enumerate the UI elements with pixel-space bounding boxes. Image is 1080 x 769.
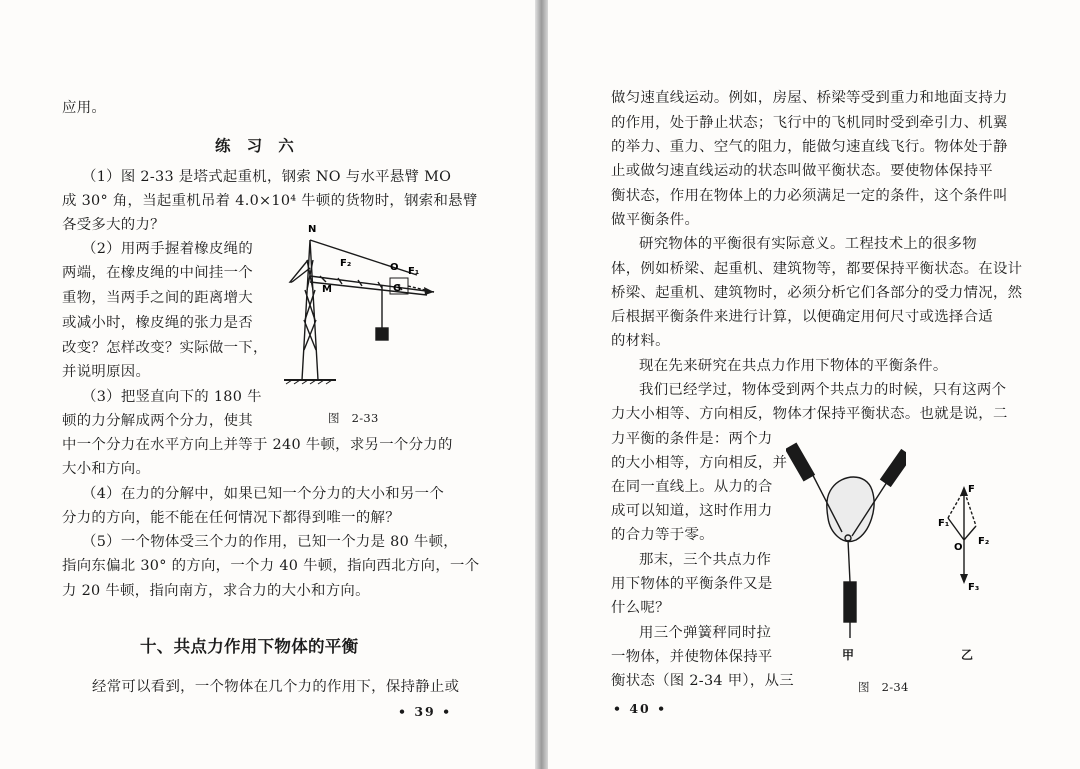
text-line: 用三个弹簧秤同时拉 bbox=[639, 625, 772, 641]
text-line: （5）一个物体受三个力的作用，已知一个力是 80 牛顿， bbox=[82, 534, 459, 550]
text-line: 成可以知道，这时作用力 bbox=[611, 503, 773, 519]
text-line: 做平衡条件。 bbox=[611, 212, 700, 228]
page-number: • 40 • bbox=[613, 701, 668, 716]
text-line: （4）在力的分解中，如果已知一个分力的大小和另一个 bbox=[82, 486, 445, 502]
text-line: 在同一直线上。从力的合 bbox=[611, 479, 773, 495]
text-line: 桥梁、起重机、建筑物时，必须分析它们各部分的受力情况，然 bbox=[611, 285, 1023, 301]
label-M: M bbox=[322, 284, 332, 295]
label-F2: F₂ bbox=[340, 258, 352, 269]
text-line: 用下物体的平衡条件又是 bbox=[611, 576, 773, 592]
text-line: 的作用，处于静止状态；飞行中的飞机同时受到牵引力、机翼 bbox=[611, 115, 1008, 131]
text-line: 改变？怎样改变？实际做一下， bbox=[62, 340, 268, 356]
text-line: 成 30° 角，当起重机吊着 4.0×10⁴ 牛顿的货物时，钢索和悬臂 bbox=[62, 193, 478, 209]
label-N: N bbox=[308, 224, 317, 235]
label-G: G bbox=[393, 283, 402, 294]
label-F1: F₁ bbox=[408, 266, 420, 277]
label-O: O bbox=[390, 262, 399, 273]
text-line: 研究物体的平衡很有实际意义。工程技术上的很多物 bbox=[639, 236, 977, 252]
text-line: 后根据平衡条件来进行计算，以便确定用何尺寸或选择合适 bbox=[611, 309, 993, 325]
text-line: 大小和方向。 bbox=[62, 461, 151, 477]
text-line: （2）用两手握着橡皮绳的 bbox=[82, 241, 254, 257]
section-title: 十、共点力作用下物体的平衡 bbox=[140, 637, 359, 656]
text-line: 经常可以看到，一个物体在几个力的作用下，保持静止或 bbox=[92, 679, 460, 695]
text-line: 分力的方向，能不能在任何情况下都得到唯一的解？ bbox=[62, 510, 400, 526]
label-F: F bbox=[968, 484, 975, 495]
text-line: 力平衡的条件是：两个力 bbox=[611, 431, 773, 447]
label-F3: F₃ bbox=[968, 582, 980, 593]
text-line: （3）把竖直向下的 180 牛 bbox=[82, 389, 262, 405]
spring-scale-figure bbox=[786, 432, 906, 652]
label-O: O bbox=[954, 542, 963, 553]
page-number: • 39 • bbox=[398, 704, 453, 719]
text-line: 止或做匀速直线运动的状态叫做平衡状态。要使物体保持平 bbox=[611, 163, 993, 179]
text-line: 力 20 牛顿，指向南方，求合力的大小和方向。 bbox=[62, 583, 370, 599]
text-line: 顿的力分解成两个分力，使其 bbox=[62, 413, 253, 429]
text-line: 的举力、重力、空气的阻力，能做匀速直线飞行。物体处于静 bbox=[611, 139, 1008, 155]
exercise-heading: 练 习 六 bbox=[215, 136, 295, 155]
text-line: 应用。 bbox=[62, 100, 107, 116]
text-line: 那末，三个共点力作 bbox=[639, 552, 772, 568]
text-line: 力大小相等、方向相反，物体才保持平衡状态。也就是说，二 bbox=[611, 406, 1008, 422]
text-line: 或减小时，橡皮绳的张力是否 bbox=[62, 315, 253, 331]
text-line: 什么呢？ bbox=[611, 600, 670, 616]
book-gutter bbox=[535, 0, 548, 769]
text-line: 做匀速直线运动。例如，房屋、桥梁等受到重力和地面支持力 bbox=[611, 90, 1008, 106]
text-line: 两端，在橡皮绳的中间挂一个 bbox=[62, 265, 253, 281]
text-line: 现在先来研究在共点力作用下物体的平衡条件。 bbox=[639, 358, 948, 374]
text-line: 指向东偏北 30° 的方向，一个力 40 牛顿，指向西北方向，一个 bbox=[62, 558, 480, 574]
figure-caption: 图 2-34 bbox=[858, 680, 909, 694]
right-page bbox=[548, 0, 1080, 769]
crane-figure bbox=[262, 220, 442, 405]
text-line: 重物，当两手之间的距离增大 bbox=[62, 290, 253, 306]
label-F1: F₁ bbox=[938, 518, 950, 529]
text-line: 的材料。 bbox=[611, 333, 670, 349]
text-line: 我们已经学过，物体受到两个共点力的时候，只有这两个 bbox=[639, 382, 1007, 398]
text-line: 并说明原因。 bbox=[62, 364, 151, 380]
text-line: 衡状态（图 2-34 甲），从三 bbox=[611, 673, 794, 689]
figure-caption: 图 2-33 bbox=[328, 411, 379, 425]
text-line: 各受多大的力？ bbox=[62, 217, 165, 233]
text-line: 中一个分力在水平方向上并等于 240 牛顿，求另一个分力的 bbox=[62, 437, 453, 453]
text-line: 的大小相等，方向相反，并 bbox=[611, 455, 788, 471]
label-F2: F₂ bbox=[978, 536, 990, 547]
force-diagram bbox=[934, 478, 994, 598]
text-line: 一物体，并使物体保持平 bbox=[611, 649, 773, 665]
figure-label-jia: 甲 bbox=[842, 648, 855, 662]
figure-label-yi: 乙 bbox=[961, 648, 974, 662]
text-line: （1）图 2-33 是塔式起重机，钢索 NO 与水平悬臂 MO bbox=[82, 169, 452, 185]
text-line: 衡状态，作用在物体上的力必须满足一定的条件，这个条件叫 bbox=[611, 188, 1008, 204]
text-line: 的合力等于零。 bbox=[611, 527, 714, 543]
text-line: 体，例如桥梁、起重机、建筑物等，都要保持平衡状态。在设计 bbox=[611, 261, 1023, 277]
left-page bbox=[0, 0, 535, 769]
